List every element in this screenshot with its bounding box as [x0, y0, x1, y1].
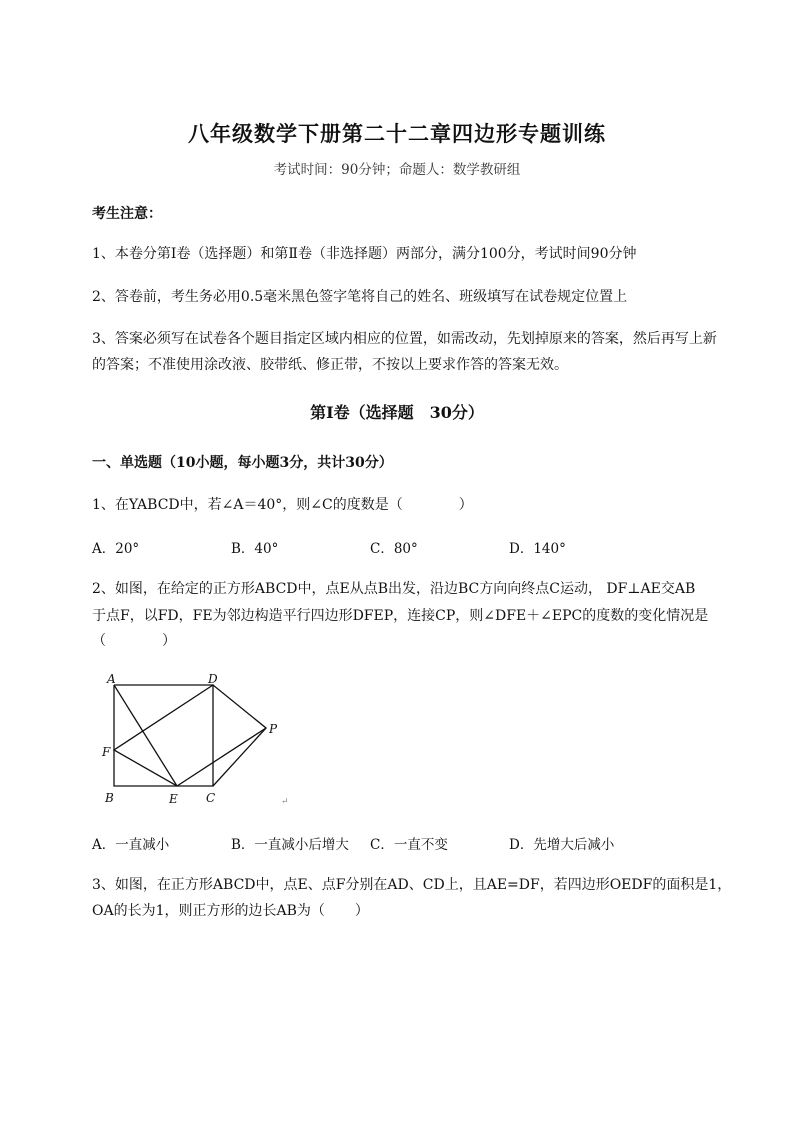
- question-2-stem-line-3: （ ）: [92, 633, 176, 649]
- label-p: P: [269, 722, 278, 736]
- label-d: D: [208, 672, 218, 686]
- notice-heading: 考生注意：: [92, 206, 162, 222]
- exam-subtitle: 考试时间：90分钟；命题人：数学教研组: [273, 162, 521, 178]
- label-a: A: [107, 672, 116, 686]
- label-e: E: [169, 792, 178, 806]
- question-1-stem: 1、在YABCD中，若∠A＝40°，则∠C的度数是（ ）: [92, 497, 473, 513]
- q1-option-b: B．40°: [231, 541, 279, 557]
- q1-option-a: A．20°: [92, 541, 140, 557]
- section-title: 第I卷（选择题 30分）: [310, 403, 484, 422]
- page-title: 八年级数学下册第二十二章四边形专题训练: [188, 121, 606, 146]
- q1-option-c: C．80°: [370, 541, 418, 557]
- question-3-stem-line-1: 3、如图，在正方形ABCD中，点E、点F分别在AD、CD上，且AE=DF，若四边形OEDF的面积是1，: [92, 877, 732, 893]
- notice-item-3-cont: 的答案；不准使用涂改液、胶带纸、修正带，不按以上要求作答的答案无效。: [92, 357, 568, 373]
- q2-option-c: C．一直不变: [370, 837, 448, 853]
- label-f: F: [102, 745, 111, 759]
- q2-option-d: D．先增大后减小: [509, 837, 615, 853]
- q2-option-b: B．一直减小后增大: [231, 837, 349, 853]
- notice-item-1: 1、本卷分第I卷（选择题）和第Ⅱ卷（非选择题）两部分，满分100分，考试时间90分钟: [92, 246, 637, 262]
- q2-option-a: A．一直减小: [92, 837, 170, 853]
- label-c: C: [206, 791, 216, 805]
- part-heading: 一、单选题（10小题，每小题3分，共计30分）: [92, 455, 393, 471]
- square-parallelogram-figure: [96, 672, 296, 812]
- return-mark-icon: ↵: [281, 797, 289, 807]
- question-2-stem-line-2: 于点F，以FD，FE为邻边构造平行四边形DFEP，连接CP，则∠DFE＋∠EPC的度数的变化情况是: [92, 608, 709, 624]
- notice-item-3: 3、答案必须写在试卷各个题目指定区域内相应的位置，如需改动，先划掉原来的答案，然后再写上新: [92, 331, 717, 347]
- question-2-stem-line-1: 2、如图，在给定的正方形ABCD中，点E从点B出发，沿边BC方向向终点C运动， DF⊥AE交AB: [92, 581, 696, 597]
- notice-item-2: 2、答卷前，考生务必用0.5毫米黑色签字笔将自己的姓名、班级填写在试卷规定位置上: [92, 289, 628, 305]
- question-3-stem-line-2: OA的长为1，则正方形的边长AB为（ ）: [92, 903, 369, 919]
- q1-option-d: D．140°: [509, 541, 566, 557]
- label-b: B: [105, 791, 114, 805]
